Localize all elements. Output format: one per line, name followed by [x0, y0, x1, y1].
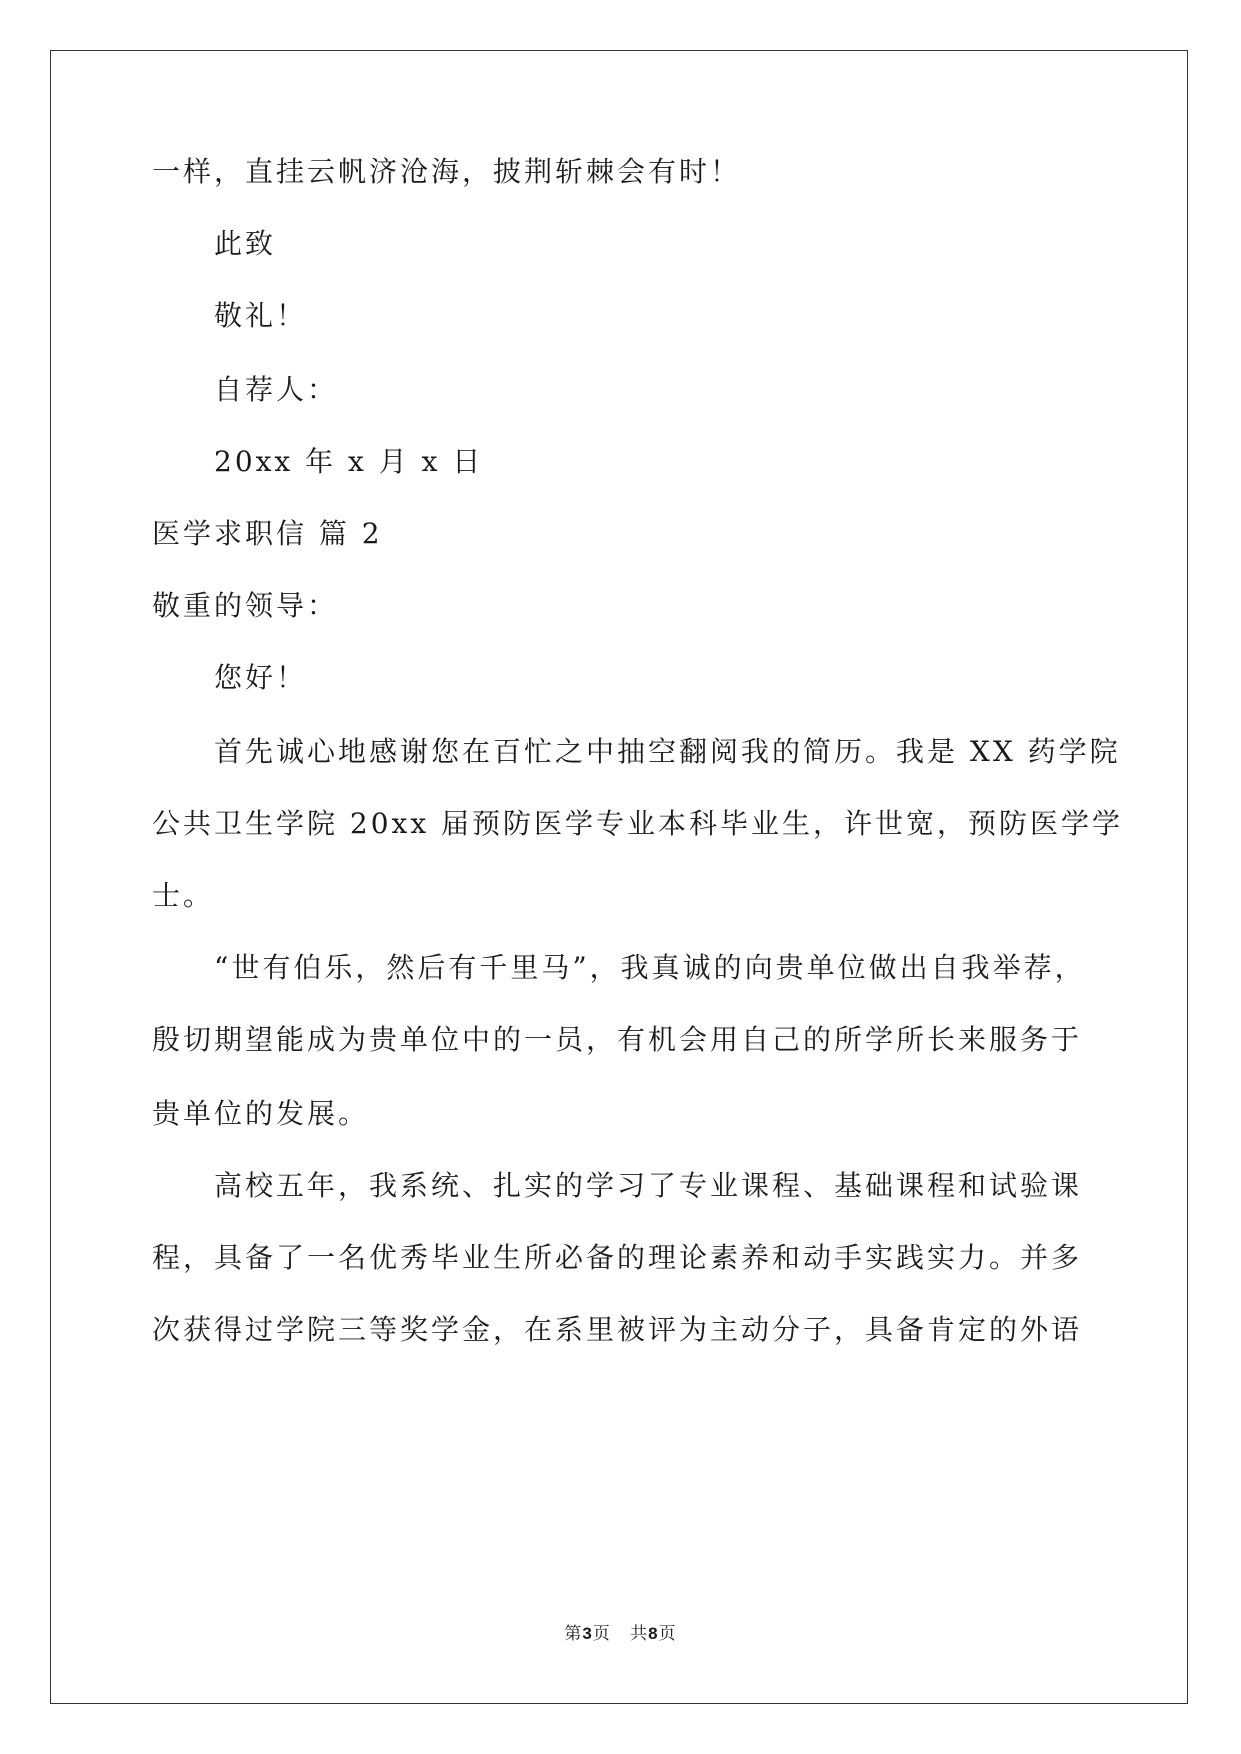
text-line: 士。: [152, 879, 215, 912]
signature-label: 自荐人：: [214, 373, 339, 406]
text-line: 贵单位的发展。: [152, 1097, 370, 1130]
text-line: 首先诚心地感谢您在百忙之中抽空翻阅我的简历。我是 XX 药学院: [214, 735, 1121, 768]
text-line: 程，具备了一名优秀毕业生所必备的理论素养和动手实践实力。并多: [152, 1241, 1083, 1274]
greeting-recipient: 敬重的领导：: [152, 589, 339, 622]
text-line: “世有伯乐，然后有千里马”，我真诚的向贵单位做出自我举荐，: [214, 951, 1086, 984]
text-line: 高校五年，我系统、扎实的学习了专业课程、基础课程和试验课: [214, 1169, 1083, 1202]
closing-phrase: 此致: [214, 227, 277, 260]
greeting: 您好！: [214, 661, 308, 694]
text-line: 次获得过学院三等奖学金，在系里被评为主动分子，具备肯定的外语: [152, 1313, 1083, 1346]
footer-page-number: 3: [582, 1624, 593, 1643]
text-line: 公共卫生学院 20xx 届预防医学专业本科毕业生，许世宽，预防医学学: [152, 807, 1124, 840]
footer-total-pages: 8: [648, 1624, 659, 1643]
section-heading: 医学求职信 篇 2: [152, 517, 383, 550]
footer-total-suffix: 页: [658, 1624, 677, 1644]
footer-total-prefix: 共: [630, 1624, 649, 1644]
text-line: 一样，直挂云帆济沧海，披荆斩棘会有时！: [152, 155, 742, 188]
salutation-respect: 敬礼！: [214, 299, 308, 332]
footer-page-suffix: 页: [592, 1624, 611, 1644]
date-line: 20xx 年 x 月 x 日: [214, 445, 484, 478]
footer-prefix: 第: [564, 1624, 583, 1644]
text-line: 殷切期望能成为贵单位中的一员，有机会用自己的所学所长来服务于: [152, 1023, 1083, 1056]
page-footer: [0, 1622, 1241, 1646]
